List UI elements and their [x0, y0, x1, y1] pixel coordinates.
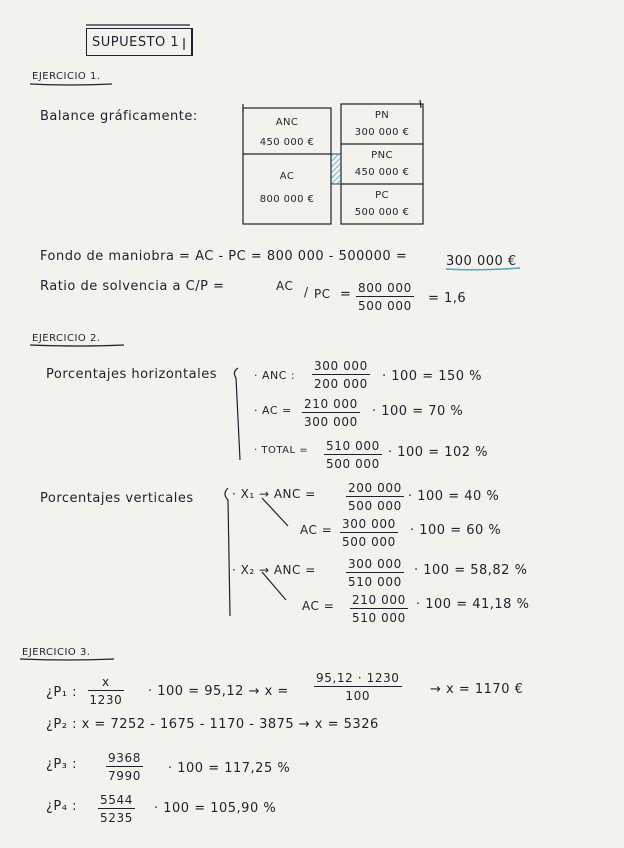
ratio-slash: / [304, 285, 309, 299]
asset-box [243, 108, 331, 224]
x1-anc-num: 200 000 [348, 481, 402, 495]
pnc-label: PNC [371, 150, 393, 161]
h-ac-num: 210 000 [304, 397, 358, 411]
p4-num: 5544 [100, 793, 133, 807]
p3-num: 9368 [108, 751, 141, 765]
x2-anc-label: · X₂ → ANC = [232, 563, 316, 577]
ratio-pc-text: PC [314, 287, 331, 301]
p4-result: · 100 = 105,90 % [154, 801, 277, 816]
ratio-numerator: 800 000 [358, 281, 412, 295]
h-total-num: 510 000 [326, 439, 380, 453]
vertical-brace [225, 488, 230, 616]
ex2-underline [30, 345, 124, 346]
ac-value: 800 000 € [259, 194, 315, 205]
x2-ac-label: AC = [302, 599, 335, 613]
h-ac-label: · AC = [254, 404, 292, 417]
p3-result: · 100 = 117,25 % [168, 761, 291, 776]
fondo-result-underline [446, 268, 520, 270]
x2-anc-den: 510 000 [348, 575, 402, 589]
horizontal-brace [234, 368, 240, 460]
pn-label: PN [374, 110, 390, 121]
h-ac-den: 300 000 [304, 415, 358, 429]
p1-den-2: 100 [345, 689, 371, 703]
x2-ac-result: · 100 = 41,18 % [416, 597, 530, 612]
h-total-result: · 100 = 102 % [388, 445, 489, 460]
x2-ac-den: 510 000 [352, 611, 406, 625]
p1-middle: · 100 = 95,12 → x = [148, 684, 289, 699]
h-anc-num: 300 000 [314, 359, 368, 373]
p1-result: → x = 1170 € [430, 682, 524, 697]
p1-label: ¿P₁ : [46, 685, 77, 700]
x1-ac-den: 500 000 [342, 535, 396, 549]
pc-value: 500 000 € [354, 207, 410, 218]
h-anc-result: · 100 = 150 % [382, 369, 483, 384]
h-anc-den: 200 000 [314, 377, 368, 391]
ratio-denominator: 500 000 [358, 299, 412, 313]
vertical-percent-label: Porcentajes verticales [40, 491, 194, 506]
p1-den: 1230 [89, 693, 123, 707]
h-total-den: 500 000 [326, 457, 380, 471]
p1-num-2: 95,12 · 1230 [316, 671, 400, 685]
p4-den: 5235 [100, 811, 133, 825]
p3-den: 7990 [108, 769, 141, 783]
x2-anc-num: 300 000 [348, 557, 402, 571]
h-total-label: · TOTAL = [254, 445, 309, 456]
ratio-solvencia-label: Ratio de solvencia a C/P = [40, 279, 225, 294]
p4-label: ¿P₄ : [46, 799, 77, 814]
horizontal-percent-label: Porcentajes horizontales [46, 367, 217, 382]
ex1-underline [30, 84, 112, 85]
x1-anc-den: 500 000 [348, 499, 402, 513]
pc-label: PC [375, 190, 389, 201]
h-ac-result: · 100 = 70 % [372, 404, 464, 419]
ratio-ac-text: AC [276, 279, 294, 293]
x1-ac-label: AC = [300, 523, 333, 537]
x1-ac-num: 300 000 [342, 517, 396, 531]
x2-anc-result: · 100 = 58,82 % [414, 563, 528, 578]
balance-label: Balance gráficamente: [40, 109, 198, 124]
x1-anc-label: · X₁ → ANC = [232, 487, 316, 501]
x2-branch [262, 572, 286, 600]
x1-ac-result: · 100 = 60 % [410, 523, 502, 538]
ratio-result: = 1,6 [428, 291, 467, 306]
x2-ac-num: 210 000 [352, 593, 406, 607]
pnc-value: 450 000 € [354, 167, 410, 178]
page-title: SUPUESTO 1 [92, 35, 180, 50]
p3-label: ¿P₃ : [46, 757, 77, 772]
fondo-maniobra-line: Fondo de maniobra = AC - PC = 800 000 - 500000 = [40, 249, 408, 264]
exercise-2-heading: EJERCICIO 2. [32, 333, 101, 344]
ex3-underline [20, 659, 114, 660]
anc-value: 450 000 € [259, 137, 315, 148]
hatched-gap [331, 154, 341, 184]
anc-label: ANC [275, 117, 299, 128]
pn-value: 300 000 € [354, 127, 410, 138]
fondo-maniobra-result: 300 000 € [446, 254, 517, 269]
x1-anc-result: · 100 = 40 % [408, 489, 500, 504]
h-anc-label: · ANC : [254, 369, 296, 382]
exercise-1-heading: EJERCICIO 1. [32, 71, 101, 82]
liability-tick [420, 100, 421, 108]
liability-box [341, 104, 423, 224]
ac-label: AC [279, 171, 295, 182]
x1-branch [262, 498, 288, 526]
p2-line: ¿P₂ : x = 7252 - 1675 - 1170 - 3875 → x = 5326 [46, 717, 379, 732]
p1-num: x [88, 676, 124, 691]
ratio-equals: = [340, 287, 352, 302]
exercise-3-heading: EJERCICIO 3. [22, 647, 91, 658]
